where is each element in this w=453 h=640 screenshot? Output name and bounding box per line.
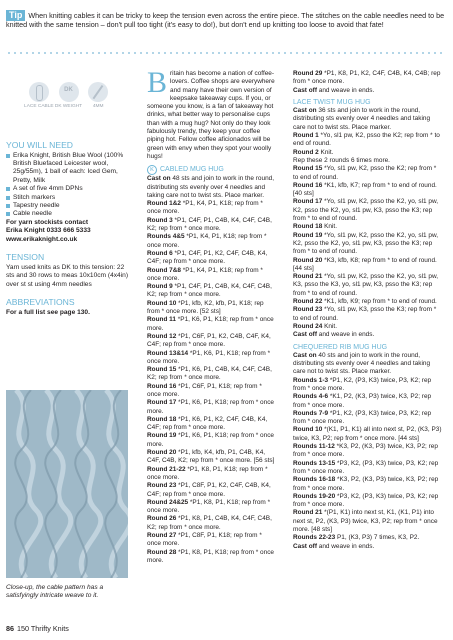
round-text: *P1, K8, P1, K18; rep from * once more. bbox=[147, 465, 268, 481]
round-text: *K1, kfb, K7; rep from * to end of round. [40 sts] bbox=[293, 181, 437, 198]
list-item-text: Stitch markers bbox=[13, 193, 56, 201]
round-text: *K3, kfb, K8; rep from * to end of round. [44 sts] bbox=[293, 256, 437, 272]
round-label: Round 17 bbox=[293, 198, 323, 206]
round-text: Knit. bbox=[322, 322, 337, 330]
round-label: Round 9 bbox=[147, 283, 173, 291]
round-text: *P1, K8, P1, K2, C4F, C4B, K4, C4B; rep from * once more. bbox=[293, 70, 441, 86]
round-text: 36 sts and join to work in the round, distributing sts evenly over 4 needles and taking care not to twist sts. Place marker. bbox=[293, 107, 431, 131]
cast-off-line bbox=[293, 543, 443, 551]
round-label: Rounds 11-12 bbox=[293, 443, 335, 451]
round-label: Round 21-22 bbox=[147, 465, 186, 473]
list-item bbox=[6, 152, 131, 186]
list-item-text: A set of five 4mm DPNs bbox=[13, 185, 83, 193]
instruction-line bbox=[293, 493, 443, 510]
round-label: Round 6 bbox=[147, 249, 173, 257]
abbreviations-text: For a full list see page 130. bbox=[6, 309, 90, 317]
instruction-line bbox=[293, 323, 443, 331]
instruction-line bbox=[293, 460, 443, 477]
list-item bbox=[6, 210, 131, 218]
round-label: Round 16 bbox=[147, 382, 177, 390]
yarn-weight-icon bbox=[59, 82, 79, 102]
instruction-line bbox=[293, 257, 443, 274]
round-text: *Yo, sl1 pw, K2, psso the K2; rep from * to end of round. bbox=[293, 165, 437, 181]
instruction-line bbox=[293, 534, 443, 542]
round-label: Round 18 bbox=[147, 415, 177, 423]
instruction-line bbox=[293, 443, 443, 460]
round-text: *P1, K6, P1, K18; rep from * once more. bbox=[147, 349, 271, 365]
round-label: Round 10 bbox=[293, 426, 323, 434]
round-label: Round 3 bbox=[147, 216, 173, 224]
instruction-line bbox=[147, 366, 277, 383]
round-label: Rounds 4&5 bbox=[147, 233, 185, 241]
round-text: *P1, K2, (P3, K3) twice, P3, K2; rep from * once more. bbox=[293, 376, 432, 392]
needle-icon bbox=[88, 82, 108, 102]
round-text: *Yo, sl1 pw, K2, psso the K2; rep from * to end of round. bbox=[293, 132, 440, 148]
intro-text: ritain has become a nation of coffee-lovers. Coffee shops are everywhere and many have their own version of keepsake takeaway cups. If you, or someone you know, is a fan of takeaway hot drinks, what better way to personalise cups than with a mug hug? Not only do they look fabulously trendy, they keep your coffee piping hot. Fellow coffee aficionados will be green with envy when they spot your woolly hugs! bbox=[147, 70, 275, 160]
tip-badge: Tip bbox=[6, 10, 25, 21]
round-text: *Yo, sl1 pw, K2, psso the K2, yo, sl1 pw, K2, psso the K2, yo, sl1 pw, K3, psso the K3; rep from * to end of round. bbox=[293, 198, 439, 223]
instruction-line bbox=[293, 273, 443, 298]
round-text: *K1, kfb, K9; rep from * to end of round. bbox=[322, 298, 437, 306]
round-label: Rounds 22-23 bbox=[293, 534, 336, 542]
round-text: *P1, C8F, P1, K2, C4F, C4B, K4, C4F; rep from * once more. bbox=[147, 482, 271, 498]
round-text: *P1, C4F, P1, K2, C4F, C4B, K4, C4F; rep from * once more. bbox=[147, 249, 268, 266]
round-label: Round 12 bbox=[147, 332, 177, 340]
round-text: *P1, K6, P1, K18; rep from * once more. bbox=[147, 399, 275, 415]
instruction-line bbox=[293, 107, 443, 132]
instruction-line bbox=[147, 482, 277, 499]
instruction-line bbox=[147, 416, 277, 433]
page-number: 86 bbox=[6, 624, 14, 633]
instruction-line bbox=[293, 223, 443, 231]
round-label: Round 13&14 bbox=[147, 349, 189, 357]
intro-column bbox=[147, 66, 277, 565]
tension-heading: TENSION bbox=[6, 252, 45, 263]
list-item-text: Tapestry needle bbox=[13, 202, 60, 210]
round-label: Round 24&25 bbox=[147, 498, 189, 506]
round-label: Round 2 bbox=[293, 148, 319, 156]
round-text: *P1, K6, P1, K18; rep from * once more. bbox=[147, 316, 274, 332]
instruction-line bbox=[147, 217, 277, 234]
instruction-line bbox=[147, 233, 277, 250]
cable-closeup-photo bbox=[6, 390, 128, 578]
instruction-line bbox=[293, 306, 443, 323]
instruction-line bbox=[293, 298, 443, 306]
instruction-line bbox=[147, 515, 277, 532]
round-text: *P1, K4, P1, K18; rep from * once more. bbox=[147, 233, 267, 249]
round-text: Rep these 2 rounds 6 times more. bbox=[293, 156, 390, 164]
icon-label: DK WEIGHT bbox=[54, 104, 83, 109]
round-label: Round 18 bbox=[293, 223, 323, 231]
cabled-instructions bbox=[147, 175, 277, 565]
round-label: Cast on bbox=[147, 175, 171, 183]
bullet-square-icon bbox=[6, 196, 10, 200]
round-text: *P1, K6, P1, K2, C4F, C4B, K4, C4F; rep from * once more. bbox=[147, 415, 268, 432]
instruction-line bbox=[293, 198, 443, 223]
round-text: *P1, K4, P1, K18; rep from * once more. bbox=[147, 266, 263, 282]
instruction-line bbox=[147, 350, 277, 367]
round-label: Round 7&8 bbox=[147, 266, 181, 274]
round-label: Rounds 4-6 bbox=[293, 393, 329, 401]
round-text: *P1, K4, P1, K18; rep from * once more. bbox=[147, 200, 263, 216]
instruction-line bbox=[293, 476, 443, 493]
tip-box bbox=[6, 10, 446, 29]
round-text: *K3, P2, (K3, P3) twice, K3, P2; rep from * once more. bbox=[293, 476, 439, 492]
round-text: *K1, P2, (K3, P3) twice, K3, P2; rep from * once more. bbox=[293, 393, 432, 409]
round-label: Round 17 bbox=[147, 399, 177, 407]
round-text: 40 sts and join to work in the round, distributing sts evenly over 4 needles and taking care not to twist sts. Place marker. bbox=[293, 351, 431, 376]
instruction-line bbox=[147, 549, 277, 566]
round-text: *P1, K8, P1, K18; rep from * once more. bbox=[147, 548, 275, 564]
bullet-square-icon bbox=[6, 204, 10, 208]
instruction-line bbox=[147, 300, 277, 317]
round-label: Round 27 bbox=[147, 532, 177, 540]
chequered-instructions bbox=[293, 352, 443, 551]
cable-icon bbox=[29, 82, 49, 102]
round-label: Cast off bbox=[293, 542, 317, 550]
round-label: Round 20 bbox=[147, 449, 177, 457]
round-text: *P1, C8F, P1, K18; rep from * once more. bbox=[147, 532, 262, 548]
round-label: Round 24 bbox=[293, 322, 323, 330]
round-text: *P1, K2, (P3, K3) twice, P3, K2; rep from * once more. bbox=[293, 409, 432, 426]
round-label: Cast off bbox=[293, 331, 317, 339]
round-label: Round 23 bbox=[147, 482, 177, 490]
round-text: *K3, P2, (K3, P3) twice, K3, P2; rep from * once more. bbox=[293, 443, 438, 459]
round-label: Round 15 bbox=[293, 165, 323, 173]
instruction-line bbox=[147, 399, 277, 416]
round-text: *P1, C4F, P1, C4B, K4, C4F, C4B, K2; rep from * once more. bbox=[147, 216, 272, 233]
list-item bbox=[6, 194, 131, 202]
round-label: Rounds 16-18 bbox=[293, 476, 336, 484]
lace-instructions bbox=[293, 107, 443, 339]
instruction-line bbox=[293, 149, 443, 157]
dotted-divider bbox=[6, 52, 446, 54]
round-label: Rounds 1-3 bbox=[293, 376, 329, 384]
round-text: *P1, kfb, K4, kfb, P1, C4B, K4, C4F, C4B, K2; rep from * once more. [56 sts] bbox=[147, 449, 275, 465]
round-label: Rounds 19-20 bbox=[293, 492, 336, 500]
cast-off-line bbox=[293, 331, 443, 339]
instruction-line bbox=[293, 393, 443, 410]
round-label: Round 23 bbox=[293, 306, 323, 314]
contact-line-3: www.erikaknight.co.uk bbox=[6, 235, 78, 243]
instruction-line bbox=[147, 466, 277, 483]
instruction-line bbox=[147, 432, 277, 449]
round-label: Round 21 bbox=[293, 273, 323, 281]
round-label: Round 19 bbox=[147, 432, 177, 440]
icon-label: LACE CABLE bbox=[24, 104, 54, 109]
bullet-square-icon bbox=[6, 154, 10, 158]
list-item bbox=[6, 202, 131, 210]
round-text: Knit. bbox=[318, 148, 334, 156]
book-title: 150 Thrifty Knits bbox=[17, 624, 69, 633]
round-label: Round 16 bbox=[293, 181, 323, 189]
instruction-line bbox=[293, 70, 443, 87]
instruction-line bbox=[293, 509, 443, 534]
cast-off-line bbox=[293, 87, 443, 95]
round-text: *(K1, P1, K1) all into next st, P2, (K3, P3) twice, K3, P2; rep from * once more. [44 sts] bbox=[293, 426, 442, 442]
round-text: *P1, C6F, P1, K18; rep from * once more. bbox=[147, 382, 262, 398]
round-text: *Yo, sl1 pw, K2, psso the K2, yo, sl1 pw, K2, psso the K2, yo, sl1 pw, K3, psso the K3; rep from * to end of round. bbox=[293, 231, 439, 256]
list-item-text: Erika Knight, British Blue Wool (100% British Bluefaced Leicester wool, 25g/55m), 1 ball of each: Iced Gem, Pretty, Milk bbox=[13, 151, 124, 184]
instruction-line bbox=[147, 200, 277, 217]
page-footer bbox=[6, 624, 69, 633]
round-label: Round 28 bbox=[147, 548, 177, 556]
round-text: *P1, K6, P1, K18; rep from * once more. bbox=[147, 432, 275, 448]
instruction-line bbox=[147, 283, 277, 300]
instruction-line bbox=[293, 165, 443, 182]
round-label: Round 20 bbox=[293, 256, 323, 264]
instruction-line bbox=[147, 449, 277, 466]
round-label: Round 15 bbox=[147, 366, 177, 374]
yarn-weight-icon-group bbox=[54, 82, 84, 110]
cabled-instructions-continued bbox=[293, 70, 443, 95]
intro-paragraph bbox=[147, 66, 277, 161]
bullet-square-icon bbox=[6, 187, 10, 191]
photo-caption: Close-up, the cable pattern has a satisfyingly intricate weave to it. bbox=[6, 584, 104, 600]
instruction-line bbox=[293, 132, 443, 149]
round-text: and weave in ends. bbox=[316, 331, 375, 339]
instruction-line bbox=[293, 157, 443, 165]
round-label: Rounds 7-9 bbox=[293, 409, 329, 417]
cable-icon-group bbox=[24, 82, 54, 110]
round-text: *P1, K8, P1, K18; rep from * once more. bbox=[147, 498, 271, 515]
list-item bbox=[6, 185, 131, 193]
bullet-square-icon bbox=[6, 212, 10, 216]
round-label: Cast on bbox=[293, 107, 317, 115]
instruction-line bbox=[293, 182, 443, 199]
needle-icon-group bbox=[83, 82, 113, 110]
round-label: Round 11 bbox=[147, 316, 176, 324]
instruction-line bbox=[293, 377, 443, 394]
round-text: *P1, kfb, K2, kfb, P1, K18; rep from * once more. [52 sts] bbox=[147, 299, 264, 316]
instruction-line bbox=[147, 175, 277, 200]
cabled-title: CABLED MUG HUG bbox=[160, 166, 224, 174]
contact-line-1: For yarn stockists contact bbox=[6, 218, 89, 226]
instruction-line bbox=[147, 316, 277, 333]
round-label: Cast off bbox=[293, 86, 317, 94]
instruction-line bbox=[293, 232, 443, 257]
instruction-line bbox=[293, 426, 443, 443]
round-label: Round 21 bbox=[293, 509, 323, 517]
instruction-line bbox=[147, 383, 277, 400]
instruction-line bbox=[147, 532, 277, 549]
drop-cap: B bbox=[147, 66, 168, 99]
tip-text: When knitting cables it can be tricky to keep the tension even across the entire piece. The stitches on the cable needles need to be knitted with the same tension – don't pull too tight (it's easy to do!), but don't end up knitting too loose to avoid that fate! bbox=[6, 11, 445, 29]
round-label: Round 1 bbox=[293, 132, 319, 140]
instruction-line bbox=[147, 333, 277, 350]
round-text: *P3, K2, (P3, K3) twice, P3, K2; rep from * once more. bbox=[293, 492, 439, 509]
round-text: Knit. bbox=[322, 223, 337, 231]
round-text: 48 sts and join to work in the round, distributing sts evenly over 4 needles and taking care not to twist sts. Place marker. bbox=[147, 175, 275, 199]
round-text: *(P1, K1) into next st, K1, (K1, P1) into next st, P2, (K3, P3) twice, K3, P2; rep from * once more. [48 sts] bbox=[293, 509, 438, 534]
round-label: Rounds 13-15 bbox=[293, 459, 336, 467]
knit-badge-icon: K bbox=[147, 165, 157, 175]
round-label: Round 29 bbox=[293, 70, 323, 77]
round-text: P1, (K3, P3) 7 times, K3, P2. bbox=[335, 534, 420, 542]
round-text: *P1, C4F, P1, C4B, K4, C4F, C4B, K2; rep from * once more. bbox=[147, 283, 272, 299]
tension-text: Yarn used knits as DK to this tension: 22 sts and 30 rows to meas 10x10cm (4x4in) over st st using 4mm needles bbox=[6, 264, 129, 288]
round-text: *Yo, sl1 pw, K2, psso the K2, yo, sl1 pw, K3, psso the K3, yo, sl1 pw, K3, psso the K3; rep from * to end of round. bbox=[293, 273, 439, 297]
round-label: Round 1&2 bbox=[147, 200, 181, 208]
chequered-rib-heading: CHEQUERED RIB MUG HUG bbox=[293, 343, 388, 351]
contact-line-2: Erika Knight 0333 666 5333 bbox=[6, 227, 91, 235]
round-label: Round 26 bbox=[147, 515, 177, 523]
round-text: *P1, C6F, P1, K2, C4B, C4F, K4, C4F; rep from * once more. bbox=[147, 332, 271, 349]
instruction-line bbox=[293, 352, 443, 377]
round-text: *Yo, sl1 pw, K3, psso the K3; rep from * to end of round. bbox=[293, 306, 437, 322]
round-text: *P1, K8, P1, C4B, K4, C4F, C4B, K2; rep from * once more. bbox=[147, 515, 272, 531]
round-label: Round 22 bbox=[293, 298, 323, 306]
cabled-mug-hug-heading bbox=[147, 165, 277, 175]
round-text: *P3, K2, (P3, K3) twice, P3, K2; rep from * once more. bbox=[293, 459, 439, 475]
round-label: Round 19 bbox=[293, 231, 323, 239]
materials-list bbox=[6, 152, 131, 219]
you-will-need-heading: YOU WILL NEED bbox=[6, 139, 74, 150]
lace-twist-heading: LACE TWIST MUG HUG bbox=[293, 98, 371, 106]
sidebar-column bbox=[6, 70, 131, 318]
info-icons bbox=[6, 70, 131, 110]
instruction-line bbox=[147, 499, 277, 516]
icon-label: 4MM bbox=[92, 104, 104, 109]
instruction-line bbox=[147, 267, 277, 284]
round-text: *P1, K6, P1, C4B, K4, C4F, C4B, K2; rep from * once more. bbox=[147, 366, 272, 382]
abbreviations-heading: ABBREVIATIONS bbox=[6, 297, 75, 308]
instruction-line bbox=[147, 250, 277, 267]
list-item-text: Cable needle bbox=[13, 210, 52, 218]
patterns-column bbox=[293, 70, 443, 551]
round-text: and weave in ends. bbox=[316, 542, 375, 550]
round-text: and weave in ends. bbox=[316, 86, 375, 94]
round-label: Cast on bbox=[293, 351, 317, 359]
instruction-line bbox=[293, 410, 443, 427]
round-label: Round 10 bbox=[147, 299, 177, 307]
